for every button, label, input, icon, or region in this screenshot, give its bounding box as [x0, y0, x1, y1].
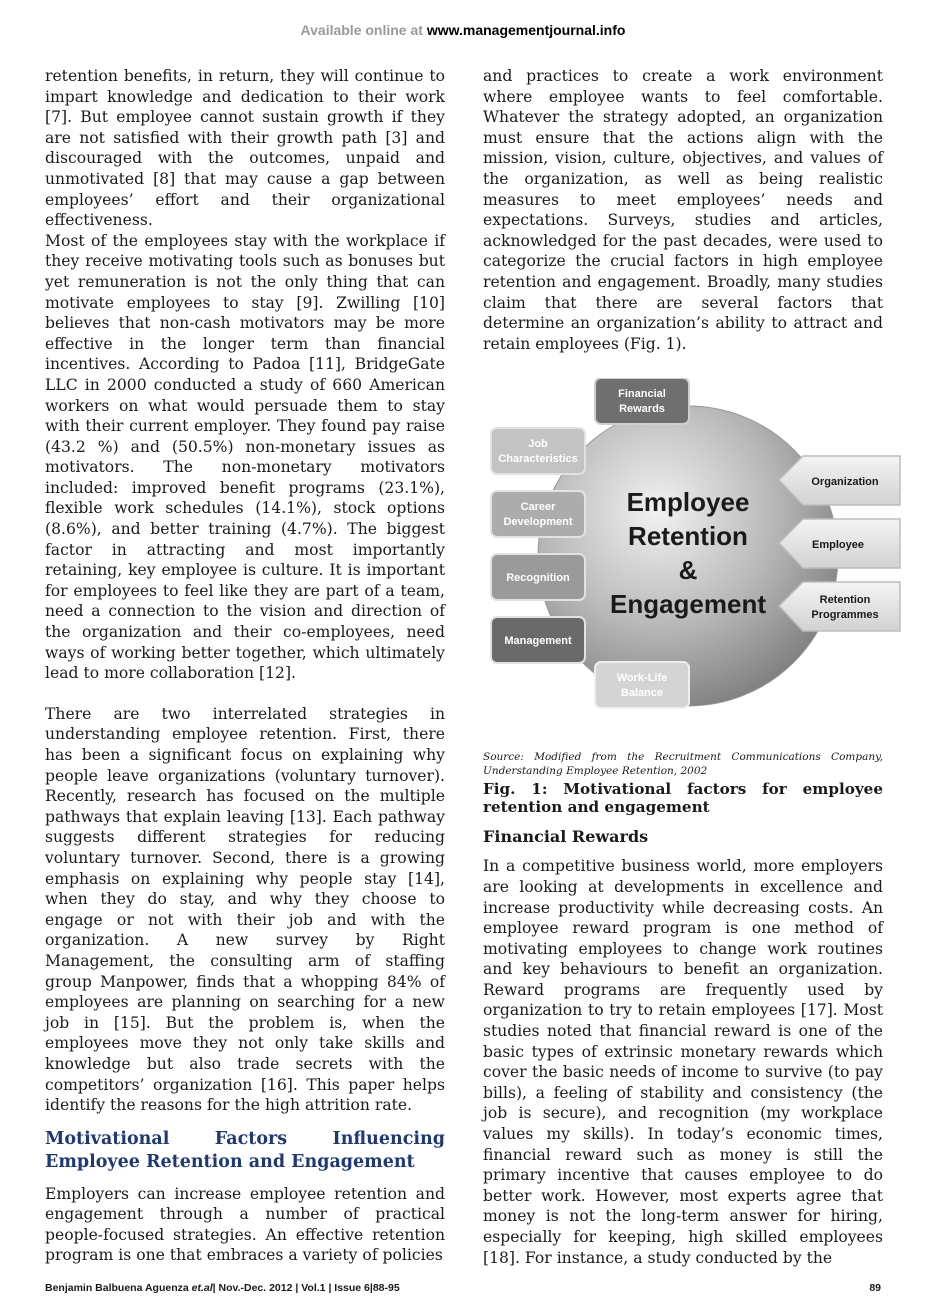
right-column	[483, 66, 883, 1268]
header-prefix: Available online at	[300, 22, 427, 38]
footer-citation: | Nov.-Dec. 2012 | Vol.1 | Issue 6|88-95	[212, 1282, 400, 1294]
factor-label: Rewards	[619, 403, 665, 416]
center-label-line: Retention	[628, 521, 748, 552]
paragraph: In a competitive business world, more employers are looking at developments in excellence and increase productivity while decreasing costs. An employee reward program is one method of motivating employees to change work routines and key behaviours to benefit an organization. Reward programs are frequently used by organization to try to retain employees [17]. Most studies noted that financial reward is one of the basic types of extrinsic monetary rewards which cover the basic needs of income to survive (to pay bills), a feeling of stability and consistency (the job is secure), and recognition (my workplace values my skills). In today’s economic times, financial reward such as money is still the primary incentive that causes employee to do better work. However, most experts agree that money is not the long-term answer for hiring, especially for keeping, high skilled employees [18]. For instance, a study conducted by the	[483, 857, 883, 1267]
arrow-label: Organization	[811, 476, 879, 489]
figure-caption: Fig. 1: Motivational factors for employee retention and engagement	[483, 780, 883, 817]
paragraph: Employers can increase employee retention and engagement through a number of practical people-focused strategies. An effective retention program is one that embraces a variety of policies	[45, 1184, 445, 1265]
journal-header	[0, 22, 926, 38]
paragraph: There are two interrelated strategies in understanding employee retention. First, there has been a significant focus on explaining why people leave organizations (voluntary turnover). Recently, research has focused on the multiple pathways that explain leaving [13]. Each pathway suggests different strategies for reducing voluntary turnover. Second, there is a growing emphasis on explaining why people stay [14], when they do stay, and why they choose to engage or not with their job and with the organization. A new survey by Right Management, the consulting arm of staffing group Manpower, finds that a whopping 84% of employees are planning on searching for a new job in [15]. But the problem is, when the employees move they not only take skills and knowledge but also trade secrets with the competitors’ organization [16]. This paper helps identify the reasons for the high attrition rate.	[45, 704, 445, 1115]
paragraph: and practices to create a work environment where employee wants to feel comfortable. Whatever the strategy adopted, an organization must ensure that the actions align with the mission, vision, culture, objectives, and values of the organization, as well as being realistic measures to meet employees’ needs and expectations. Surveys, studies and articles, acknowledged for the past decades, were used to categorize the crucial factors in high employee retention and engagement. Broadly, many studies claim that there are several factors that determine an organization’s ability to attract and retain employees (Fig. 1).	[483, 67, 883, 353]
factor-box-financial-rewards	[595, 378, 689, 424]
arrow-label: Programmes	[811, 609, 879, 622]
figure-source: Source: Modified from the Recruitment Communications Company, Understanding Employee Retention, 2002	[483, 751, 883, 778]
factor-box-work-life-balance	[595, 662, 689, 708]
center-label-line: &	[678, 555, 698, 586]
page-number: 89	[869, 1282, 881, 1294]
factor-label: Job	[528, 438, 548, 451]
factor-label: Recognition	[506, 572, 570, 585]
paragraph: Most of the employees stay with the workplace if they receive motivating tools such as bonuses but yet remuneration is not the only thing that can motivate employees to stay [9]. Zwilling [10] believes that non-cash motivators may be more effective in the longer term than financial incentives. According to Padoa [11], BridgeGate LLC in 2000 conducted a study of 660 American workers on what would persuade them to stay with their current employer. They found pay raise (43.2 %) and (50.5%) non-monetary issues as motivators. The non-monetary motivators included: improved benefit programs (23.1%), flexible work schedules (14.1%), stock options (8.6%), and better training (4.7%). The biggest factor in attracting and most importantly retaining, key employee is culture. It is important for employees to feel like they are part of a team, need a connection to the vision and direction of the organization and their co-employees, need ways of working better together, which ultimately lead to more collaboration [12].	[45, 231, 445, 683]
center-label-line: Employee	[626, 487, 750, 518]
center-label-line: Engagement	[609, 589, 767, 620]
retention-diagram	[483, 378, 903, 738]
footer-author: Benjamin Balbuena Aguenza	[45, 1282, 192, 1294]
section-heading: Motivational Factors Influencing Employee Retention and Engagement	[45, 1128, 445, 1172]
figure-1	[483, 378, 903, 738]
subsection-heading: Financial Rewards	[483, 827, 649, 847]
arrow-label: Retention	[819, 594, 871, 607]
page-footer	[45, 1282, 881, 1294]
arrow-label: Employee	[812, 539, 864, 552]
factor-label: Financial	[618, 388, 666, 401]
factor-label: Management	[504, 635, 572, 648]
footer-etal: et.al	[191, 1282, 213, 1294]
arrow-retention-programmes	[779, 582, 900, 631]
left-column	[45, 66, 445, 1266]
factor-label: Career	[520, 501, 556, 514]
factor-box-career-development	[491, 491, 585, 537]
journal-url-link[interactable]: www.managementjournal.info	[426, 22, 626, 38]
paragraph: retention benefits, in return, they will continue to impart knowledge and dedication to their work [7]. But employee cannot sustain growth if they are not satisfied with their growth path [3] and discouraged with the outcomes, unpaid and unmotivated [8] that may cause a gap between employees’ effort and their organizational effectiveness.	[45, 67, 445, 230]
factor-label: Development	[503, 516, 573, 529]
factor-label: Work-Life	[616, 672, 668, 685]
factor-box-job-characteristics	[491, 428, 585, 474]
factor-label: Characteristics	[498, 453, 578, 466]
factor-label: Balance	[620, 687, 664, 700]
